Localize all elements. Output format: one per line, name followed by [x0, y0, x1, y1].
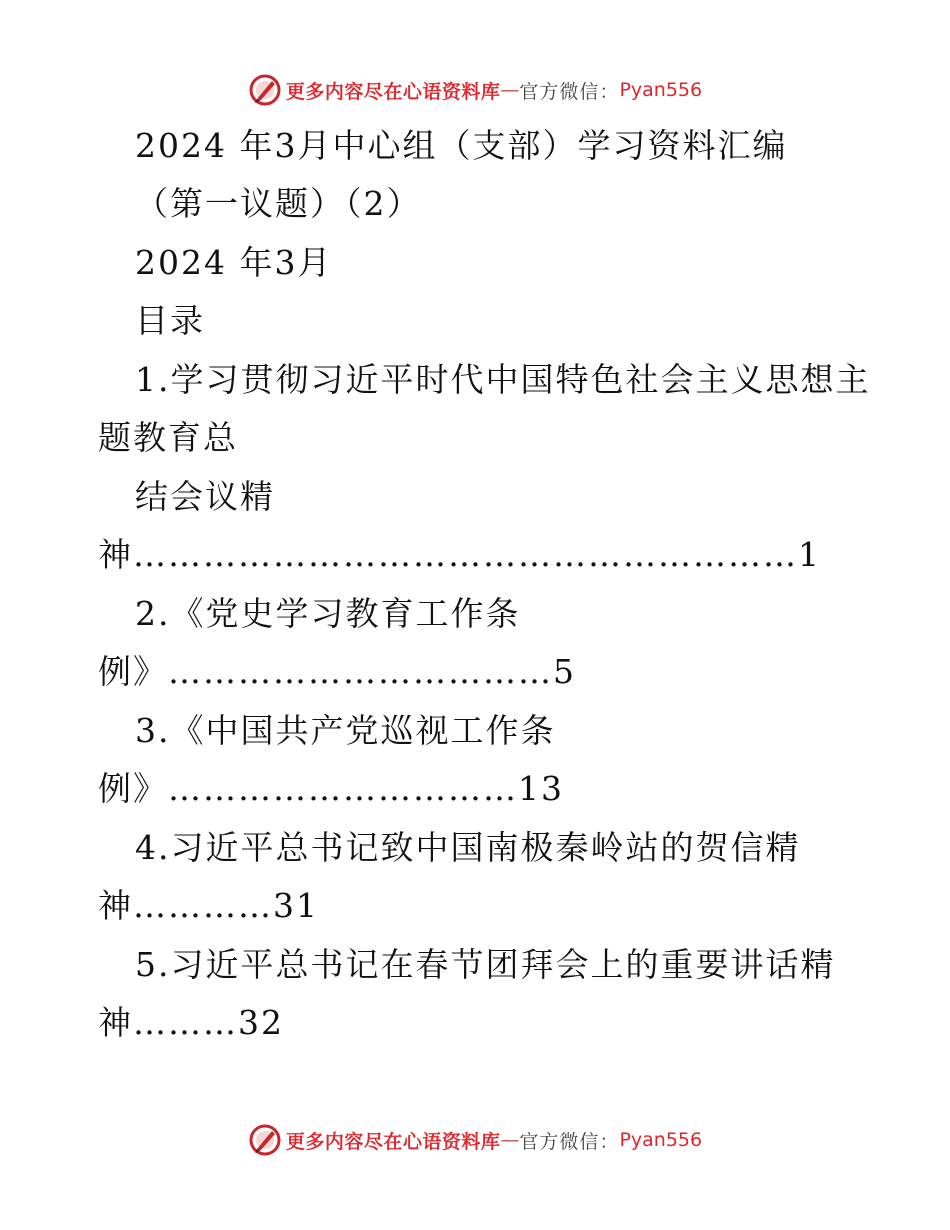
- watermark-main-text: 更多内容尽在心语资料库: [285, 1130, 501, 1153]
- watermark-banner-bottom: [0, 1120, 950, 1160]
- toc-item-1-line-1: 1.学习贯彻习近平时代中国特色社会主义思想主: [135, 360, 871, 399]
- document-date: 2024 年3月: [135, 243, 333, 282]
- toc-item-1-line-2: 题教育总: [98, 418, 238, 457]
- document-title-line-2: （第一议题）（2）: [135, 184, 422, 223]
- toc-item-5-line-1: 5.习近平总书记在春节团拜会上的重要讲话精: [135, 945, 836, 984]
- watermark-wechat-label: 官方微信：: [519, 80, 620, 103]
- watermark-wechat-id: Pyan556: [619, 1129, 703, 1151]
- toc-item-3-page: 例》…………………………13: [98, 769, 564, 808]
- toc-heading: 目录: [135, 301, 205, 340]
- toc-item-2-page: 例》……………………………5: [98, 652, 576, 691]
- toc-item-1-line-3: 结会议精: [135, 477, 275, 516]
- watermark-dash: —: [500, 1129, 520, 1151]
- toc-item-5-page: 神………32: [98, 1003, 284, 1042]
- pen-circle-logo-icon: [248, 73, 282, 107]
- toc-item-4-page: 神…………31: [98, 886, 319, 925]
- watermark-main-text: 更多内容尽在心语资料库: [285, 80, 501, 103]
- watermark-wechat-id: Pyan556: [619, 79, 703, 101]
- pen-circle-logo-icon: [248, 1123, 282, 1157]
- document-title-line-1: 2024 年3月中心组（支部）学习资料汇编: [135, 126, 788, 165]
- toc-item-2-line-1: 2.《党史学习教育工作条: [135, 594, 521, 633]
- watermark-wechat-label: 官方微信：: [519, 1130, 620, 1153]
- watermark-dash: —: [500, 79, 520, 101]
- watermark-banner-top: [0, 70, 950, 110]
- toc-item-4-line-1: 4.习近平总书记致中国南极秦岭站的贺信精: [135, 828, 801, 867]
- toc-item-3-line-1: 3.《中国共产党巡视工作条: [135, 711, 556, 750]
- toc-item-1-page: 神…………………………………………………1: [98, 535, 821, 574]
